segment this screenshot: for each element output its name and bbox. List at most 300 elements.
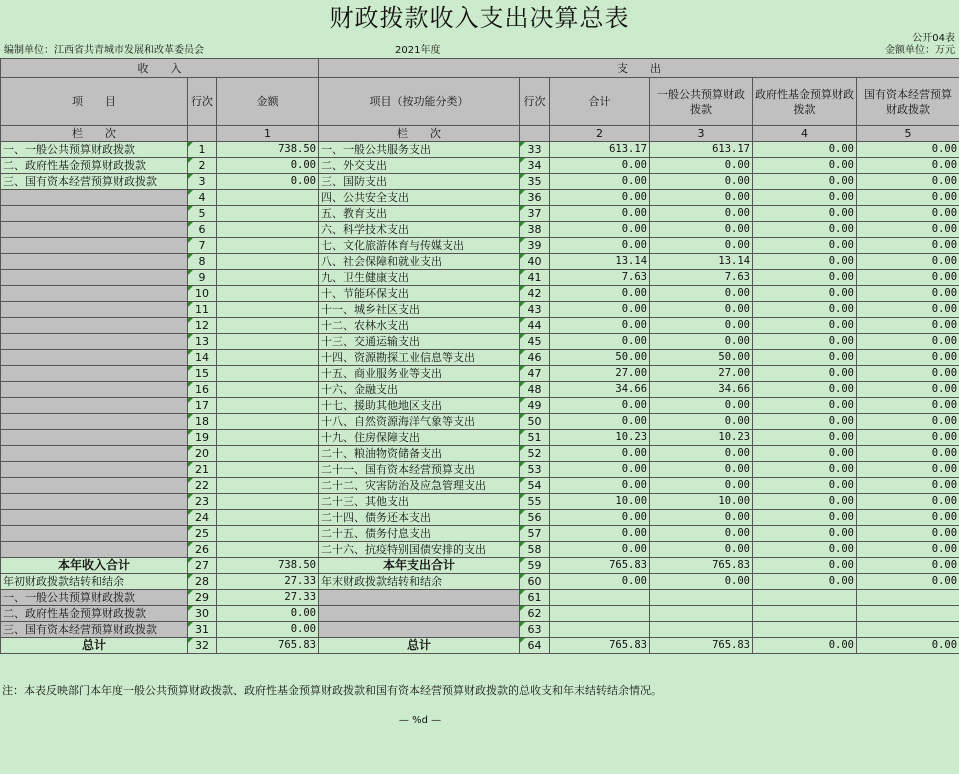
expense-item: 二十一、国有资本经营预算支出 bbox=[319, 462, 520, 478]
income-item: 一、一般公共预算财政拨款 bbox=[1, 142, 188, 158]
blank-cell bbox=[753, 590, 857, 606]
expense-total: 13.14 bbox=[550, 254, 650, 270]
expense-total: 0.00 bbox=[550, 510, 650, 526]
form-code: 公开04表 bbox=[912, 33, 955, 44]
column-index-label: 栏 次 bbox=[1, 126, 188, 142]
expense-state: 0.00 bbox=[857, 542, 959, 558]
expense-state: 0.00 bbox=[857, 494, 959, 510]
expense-general: 0.00 bbox=[650, 286, 753, 302]
expense-fund: 0.00 bbox=[753, 302, 857, 318]
expense-total: 0.00 bbox=[550, 414, 650, 430]
row-number: 9 bbox=[188, 270, 217, 286]
expense-fund: 0.00 bbox=[753, 206, 857, 222]
expense-general: 0.00 bbox=[650, 238, 753, 254]
row-number: 48 bbox=[520, 382, 550, 398]
expense-fund: 0.00 bbox=[753, 350, 857, 366]
expense-total: 0.00 bbox=[550, 526, 650, 542]
expense-state: 0.00 bbox=[857, 366, 959, 382]
expense-fund: 0.00 bbox=[753, 158, 857, 174]
expense-fund: 0.00 bbox=[753, 494, 857, 510]
table-row bbox=[1, 478, 959, 494]
row-number: 33 bbox=[520, 142, 550, 158]
income-item bbox=[1, 334, 188, 350]
table-row bbox=[1, 190, 959, 206]
table-row bbox=[1, 142, 959, 158]
expense-fund: 0.00 bbox=[753, 510, 857, 526]
expense-fund: 0.00 bbox=[753, 542, 857, 558]
expense-general: 0.00 bbox=[650, 190, 753, 206]
budget-table bbox=[0, 58, 959, 654]
begin-sub-fund-label: 二、政府性基金预算财政拨款 bbox=[1, 606, 188, 622]
blank-cell bbox=[319, 622, 520, 638]
expense-general: 0.00 bbox=[650, 478, 753, 494]
grand-fund-value: 0.00 bbox=[753, 638, 857, 654]
expense-total: 34.66 bbox=[550, 382, 650, 398]
row-number: 3 bbox=[188, 174, 217, 190]
table-row bbox=[1, 382, 959, 398]
table-row bbox=[1, 430, 959, 446]
income-item bbox=[1, 286, 188, 302]
row-number: 49 bbox=[520, 398, 550, 414]
blank-cell bbox=[319, 590, 520, 606]
row-number: 8 bbox=[188, 254, 217, 270]
expense-item: 十、节能环保支出 bbox=[319, 286, 520, 302]
expense-total: 7.63 bbox=[550, 270, 650, 286]
income-amount bbox=[217, 446, 319, 462]
income-amount bbox=[217, 414, 319, 430]
blank-cell bbox=[857, 590, 959, 606]
table-row bbox=[1, 510, 959, 526]
expense-general: 0.00 bbox=[650, 206, 753, 222]
row-number: 37 bbox=[520, 206, 550, 222]
row-number: 55 bbox=[520, 494, 550, 510]
expense-state: 0.00 bbox=[857, 526, 959, 542]
expense-state: 0.00 bbox=[857, 462, 959, 478]
expense-item: 二十四、债务还本支出 bbox=[319, 510, 520, 526]
expense-state: 0.00 bbox=[857, 334, 959, 350]
grand-state-value: 0.00 bbox=[857, 638, 959, 654]
table-row bbox=[1, 414, 959, 430]
income-item bbox=[1, 366, 188, 382]
expense-total: 0.00 bbox=[550, 222, 650, 238]
expense-total: 10.23 bbox=[550, 430, 650, 446]
expense-state: 0.00 bbox=[857, 270, 959, 286]
blank-cell bbox=[550, 606, 650, 622]
expense-total: 613.17 bbox=[550, 142, 650, 158]
row-number: 39 bbox=[520, 238, 550, 254]
income-amount bbox=[217, 334, 319, 350]
expense-fund: 0.00 bbox=[753, 366, 857, 382]
expense-state: 0.00 bbox=[857, 430, 959, 446]
table-row bbox=[1, 158, 959, 174]
general-budget-header: 一般公共预算财政拨款 bbox=[650, 78, 753, 126]
table-row bbox=[1, 526, 959, 542]
income-amount bbox=[217, 430, 319, 446]
income-item bbox=[1, 446, 188, 462]
expense-general: 0.00 bbox=[650, 302, 753, 318]
row-number: 7 bbox=[188, 238, 217, 254]
expense-total: 0.00 bbox=[550, 158, 650, 174]
expense-fund: 0.00 bbox=[753, 174, 857, 190]
expense-fund: 0.00 bbox=[753, 526, 857, 542]
row-number: 5 bbox=[188, 206, 217, 222]
income-item bbox=[1, 430, 188, 446]
row-number: 32 bbox=[188, 638, 217, 654]
blank-cell bbox=[857, 622, 959, 638]
income-amount: 0.00 bbox=[217, 158, 319, 174]
row-number: 56 bbox=[520, 510, 550, 526]
expense-fund: 0.00 bbox=[753, 318, 857, 334]
income-item bbox=[1, 254, 188, 270]
table-row bbox=[1, 206, 959, 222]
row-number: 1 bbox=[188, 142, 217, 158]
grand-general-value: 765.83 bbox=[650, 638, 753, 654]
expense-fund: 0.00 bbox=[753, 446, 857, 462]
income-amount bbox=[217, 510, 319, 526]
row-number: 13 bbox=[188, 334, 217, 350]
expense-general: 13.14 bbox=[650, 254, 753, 270]
table-row bbox=[1, 318, 959, 334]
income-amount: 0.00 bbox=[217, 174, 319, 190]
expense-general: 10.00 bbox=[650, 494, 753, 510]
income-item bbox=[1, 302, 188, 318]
row-number: 24 bbox=[188, 510, 217, 526]
expense-general: 0.00 bbox=[650, 174, 753, 190]
income-amount bbox=[217, 382, 319, 398]
expense-general: 0.00 bbox=[650, 510, 753, 526]
income-item bbox=[1, 190, 188, 206]
amount-unit: 金额单位：万元 bbox=[885, 45, 955, 56]
expense-state: 0.00 bbox=[857, 158, 959, 174]
table-row bbox=[1, 334, 959, 350]
row-number: 6 bbox=[188, 222, 217, 238]
table-row bbox=[1, 174, 959, 190]
row-number: 10 bbox=[188, 286, 217, 302]
expense-state: 0.00 bbox=[857, 350, 959, 366]
expense-state: 0.00 bbox=[857, 446, 959, 462]
expense-general: 0.00 bbox=[650, 318, 753, 334]
column-index-blank bbox=[188, 126, 217, 142]
expense-item: 四、公共安全支出 bbox=[319, 190, 520, 206]
income-item bbox=[1, 398, 188, 414]
income-amount-header: 金额 bbox=[217, 78, 319, 126]
row-number: 57 bbox=[520, 526, 550, 542]
expense-fund: 0.00 bbox=[753, 270, 857, 286]
expense-state: 0.00 bbox=[857, 398, 959, 414]
expense-total: 0.00 bbox=[550, 446, 650, 462]
row-number: 54 bbox=[520, 478, 550, 494]
expense-item: 二十三、其他支出 bbox=[319, 494, 520, 510]
expense-fund: 0.00 bbox=[753, 238, 857, 254]
blank-cell bbox=[753, 622, 857, 638]
expense-fund-value: 0.00 bbox=[753, 558, 857, 574]
income-amount bbox=[217, 462, 319, 478]
row-number: 41 bbox=[520, 270, 550, 286]
expense-general: 0.00 bbox=[650, 222, 753, 238]
income-item: 二、政府性基金预算财政拨款 bbox=[1, 158, 188, 174]
income-item-header: 项 目 bbox=[1, 78, 188, 126]
row-number: 64 bbox=[520, 638, 550, 654]
income-amount bbox=[217, 526, 319, 542]
table-row bbox=[1, 254, 959, 270]
row-number: 62 bbox=[520, 606, 550, 622]
row-number: 4 bbox=[188, 190, 217, 206]
income-amount bbox=[217, 366, 319, 382]
expense-grand-total-label: 总计 bbox=[319, 638, 520, 654]
row-number: 46 bbox=[520, 350, 550, 366]
income-item bbox=[1, 270, 188, 286]
row-number: 20 bbox=[188, 446, 217, 462]
state-capital-header: 国有资本经营预算财政拨款 bbox=[857, 78, 959, 126]
expense-total: 10.00 bbox=[550, 494, 650, 510]
row-number: 31 bbox=[188, 622, 217, 638]
expense-fund: 0.00 bbox=[753, 286, 857, 302]
expense-state: 0.00 bbox=[857, 510, 959, 526]
begin-sub-general-label: 一、一般公共预算财政拨款 bbox=[1, 590, 188, 606]
grand-total-value: 765.83 bbox=[550, 638, 650, 654]
row-number: 15 bbox=[188, 366, 217, 382]
begin-balance-amount: 27.33 bbox=[217, 574, 319, 590]
income-amount bbox=[217, 318, 319, 334]
expense-state: 0.00 bbox=[857, 318, 959, 334]
begin-sub-state-label: 三、国有资本经营预算财政拨款 bbox=[1, 622, 188, 638]
blank-cell bbox=[650, 606, 753, 622]
row-number: 14 bbox=[188, 350, 217, 366]
income-amount bbox=[217, 222, 319, 238]
row-number: 16 bbox=[188, 382, 217, 398]
expense-item: 九、卫生健康支出 bbox=[319, 270, 520, 286]
expense-general: 0.00 bbox=[650, 414, 753, 430]
expense-general: 0.00 bbox=[650, 526, 753, 542]
expense-state: 0.00 bbox=[857, 222, 959, 238]
expense-general: 50.00 bbox=[650, 350, 753, 366]
row-number: 60 bbox=[520, 574, 550, 590]
begin-balance-label: 年初财政拨款结转和结余 bbox=[1, 574, 188, 590]
income-amount bbox=[217, 254, 319, 270]
expense-fund: 0.00 bbox=[753, 334, 857, 350]
expense-fund: 0.00 bbox=[753, 478, 857, 494]
blank-cell bbox=[857, 606, 959, 622]
expense-general: 0.00 bbox=[650, 398, 753, 414]
expense-item: 五、教育支出 bbox=[319, 206, 520, 222]
fiscal-year: 2021年度 bbox=[395, 45, 441, 56]
income-amount bbox=[217, 302, 319, 318]
table-row bbox=[1, 238, 959, 254]
table-row bbox=[1, 222, 959, 238]
expense-total: 0.00 bbox=[550, 174, 650, 190]
end-balance-label: 年末财政拨款结转和结余 bbox=[319, 574, 520, 590]
fund-budget-header: 政府性基金预算财政拨款 bbox=[753, 78, 857, 126]
expense-state: 0.00 bbox=[857, 286, 959, 302]
table-row bbox=[1, 446, 959, 462]
row-number: 25 bbox=[188, 526, 217, 542]
income-item bbox=[1, 526, 188, 542]
income-item bbox=[1, 222, 188, 238]
column-index-4: 4 bbox=[753, 126, 857, 142]
column-index-blank bbox=[520, 126, 550, 142]
report-title: 财政拨款收入支出决算总表 bbox=[329, 4, 630, 32]
row-number: 51 bbox=[520, 430, 550, 446]
expense-state: 0.00 bbox=[857, 478, 959, 494]
expense-state: 0.00 bbox=[857, 382, 959, 398]
income-item bbox=[1, 478, 188, 494]
blank-cell bbox=[550, 622, 650, 638]
row-number: 44 bbox=[520, 318, 550, 334]
end-balance-general: 0.00 bbox=[650, 574, 753, 590]
row-number: 59 bbox=[520, 558, 550, 574]
income-amount bbox=[217, 350, 319, 366]
income-amount bbox=[217, 238, 319, 254]
expense-state: 0.00 bbox=[857, 254, 959, 270]
row-number: 53 bbox=[520, 462, 550, 478]
row-number: 50 bbox=[520, 414, 550, 430]
row-number: 17 bbox=[188, 398, 217, 414]
begin-sub-general-amount: 27.33 bbox=[217, 590, 319, 606]
begin-sub-state-amount: 0.00 bbox=[217, 622, 319, 638]
expense-general: 10.23 bbox=[650, 430, 753, 446]
reporting-unit: 编制单位：江西省共青城市发展和改革委员会 bbox=[4, 45, 204, 56]
expense-rowno-header: 行次 bbox=[520, 78, 550, 126]
expense-total: 50.00 bbox=[550, 350, 650, 366]
row-number: 45 bbox=[520, 334, 550, 350]
column-index-1: 1 bbox=[217, 126, 319, 142]
row-number: 61 bbox=[520, 590, 550, 606]
row-number: 23 bbox=[188, 494, 217, 510]
expense-item: 二、外交支出 bbox=[319, 158, 520, 174]
income-amount bbox=[217, 270, 319, 286]
column-index-3: 3 bbox=[650, 126, 753, 142]
end-balance-fund: 0.00 bbox=[753, 574, 857, 590]
income-grand-total-amount: 765.83 bbox=[217, 638, 319, 654]
expense-state: 0.00 bbox=[857, 302, 959, 318]
table-row bbox=[1, 398, 959, 414]
expense-general-value: 765.83 bbox=[650, 558, 753, 574]
expense-general: 613.17 bbox=[650, 142, 753, 158]
income-amount bbox=[217, 206, 319, 222]
blank-cell bbox=[550, 590, 650, 606]
expense-fund: 0.00 bbox=[753, 382, 857, 398]
expense-item: 一、一般公共服务支出 bbox=[319, 142, 520, 158]
row-number: 21 bbox=[188, 462, 217, 478]
expense-general: 0.00 bbox=[650, 542, 753, 558]
expense-total: 0.00 bbox=[550, 190, 650, 206]
income-grand-total-label: 总计 bbox=[1, 638, 188, 654]
blank-cell bbox=[650, 590, 753, 606]
end-balance-state: 0.00 bbox=[857, 574, 959, 590]
expense-fund: 0.00 bbox=[753, 142, 857, 158]
income-item bbox=[1, 542, 188, 558]
table-row bbox=[1, 462, 959, 478]
expense-total-value: 765.83 bbox=[550, 558, 650, 574]
expense-total: 0.00 bbox=[550, 478, 650, 494]
expense-item: 十五、商业服务业等支出 bbox=[319, 366, 520, 382]
row-number: 30 bbox=[188, 606, 217, 622]
expense-general: 0.00 bbox=[650, 462, 753, 478]
column-index-2: 2 bbox=[550, 126, 650, 142]
income-amount bbox=[217, 398, 319, 414]
expense-state: 0.00 bbox=[857, 142, 959, 158]
expense-total: 0.00 bbox=[550, 334, 650, 350]
row-number: 42 bbox=[520, 286, 550, 302]
income-item bbox=[1, 510, 188, 526]
income-amount bbox=[217, 190, 319, 206]
income-total-label: 本年收入合计 bbox=[1, 558, 188, 574]
expense-state: 0.00 bbox=[857, 174, 959, 190]
expense-state: 0.00 bbox=[857, 238, 959, 254]
expense-general: 27.00 bbox=[650, 366, 753, 382]
row-number: 47 bbox=[520, 366, 550, 382]
expense-state: 0.00 bbox=[857, 190, 959, 206]
row-number: 27 bbox=[188, 558, 217, 574]
income-item bbox=[1, 318, 188, 334]
expense-item: 七、文化旅游体育与传媒支出 bbox=[319, 238, 520, 254]
expense-item: 八、社会保障和就业支出 bbox=[319, 254, 520, 270]
expense-total: 0.00 bbox=[550, 542, 650, 558]
row-number: 35 bbox=[520, 174, 550, 190]
end-balance-total: 0.00 bbox=[550, 574, 650, 590]
row-number: 58 bbox=[520, 542, 550, 558]
table-row bbox=[1, 302, 959, 318]
row-number: 36 bbox=[520, 190, 550, 206]
expense-item: 二十五、债务付息支出 bbox=[319, 526, 520, 542]
income-rowno-header: 行次 bbox=[188, 78, 217, 126]
begin-sub-fund-amount: 0.00 bbox=[217, 606, 319, 622]
expense-item: 十二、农林水支出 bbox=[319, 318, 520, 334]
income-amount bbox=[217, 286, 319, 302]
table-row bbox=[1, 286, 959, 302]
row-number: 22 bbox=[188, 478, 217, 494]
expense-item: 十三、交通运输支出 bbox=[319, 334, 520, 350]
expense-general: 0.00 bbox=[650, 446, 753, 462]
row-number: 34 bbox=[520, 158, 550, 174]
expense-fund: 0.00 bbox=[753, 414, 857, 430]
income-amount: 738.50 bbox=[217, 142, 319, 158]
table-row bbox=[1, 494, 959, 510]
income-header: 收 入 bbox=[1, 59, 319, 78]
expense-general: 7.63 bbox=[650, 270, 753, 286]
income-item: 三、国有资本经营预算财政拨款 bbox=[1, 174, 188, 190]
income-item bbox=[1, 206, 188, 222]
expense-fund: 0.00 bbox=[753, 398, 857, 414]
expense-state-value: 0.00 bbox=[857, 558, 959, 574]
blank-cell bbox=[319, 606, 520, 622]
income-total-amount: 738.50 bbox=[217, 558, 319, 574]
expense-total: 0.00 bbox=[550, 318, 650, 334]
expense-item: 三、国防支出 bbox=[319, 174, 520, 190]
expense-total: 0.00 bbox=[550, 206, 650, 222]
expense-state: 0.00 bbox=[857, 414, 959, 430]
expense-total: 0.00 bbox=[550, 286, 650, 302]
table-row bbox=[1, 366, 959, 382]
expense-item: 六、科学技术支出 bbox=[319, 222, 520, 238]
row-number: 19 bbox=[188, 430, 217, 446]
expense-general: 34.66 bbox=[650, 382, 753, 398]
income-item bbox=[1, 238, 188, 254]
row-number: 43 bbox=[520, 302, 550, 318]
expense-fund: 0.00 bbox=[753, 254, 857, 270]
expense-item: 十九、住房保障支出 bbox=[319, 430, 520, 446]
expense-fund: 0.00 bbox=[753, 462, 857, 478]
expense-item-header: 项目（按功能分类） bbox=[319, 78, 520, 126]
row-number: 38 bbox=[520, 222, 550, 238]
income-item bbox=[1, 462, 188, 478]
expense-general: 0.00 bbox=[650, 334, 753, 350]
expense-total: 0.00 bbox=[550, 238, 650, 254]
blank-cell bbox=[753, 606, 857, 622]
income-amount bbox=[217, 542, 319, 558]
row-number: 11 bbox=[188, 302, 217, 318]
row-number: 12 bbox=[188, 318, 217, 334]
